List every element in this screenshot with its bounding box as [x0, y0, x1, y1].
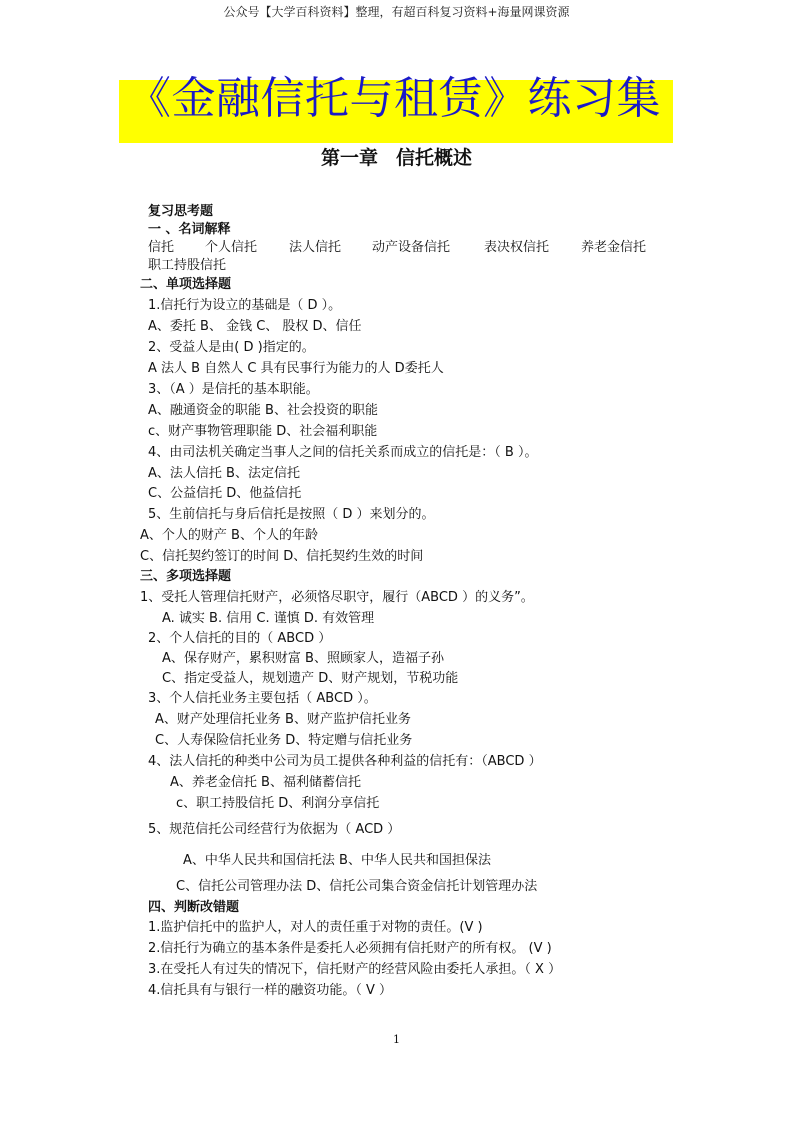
term: 动产设备信托 [372, 240, 451, 255]
section1-heading: 一 、名词解释 [148, 222, 231, 237]
section3-heading: 三、多项选择题 [140, 569, 232, 584]
option-line: C、信托公司管理办法 D、信托公司集合资金信托计划管理办法 [176, 879, 538, 894]
chapter-label: 第一章 [320, 147, 378, 169]
question-line: 1.信托行为设立的基础是（ D ）。 [148, 298, 342, 313]
section2-heading: 二、单项选择题 [140, 277, 232, 292]
option-line: C、指定受益人，规划遗产 D、财产规划，节税功能 [162, 671, 459, 686]
question-line: 5、规范信托公司经营行为依据为（ ACD ） [148, 822, 401, 837]
chapter-name: 信托概述 [396, 147, 473, 169]
term: 法人信托 [289, 240, 342, 255]
option-line: A、养老金信托 B、福利储蓄信托 [170, 775, 361, 790]
page-number: 1 [393, 1033, 400, 1046]
term: 表决权信托 [484, 240, 550, 255]
page-header: 公众号【大学百科资料】整理，有超百科复习资料+海量网课资源 [223, 5, 570, 19]
option-line: A、融通资金的职能 B、社会投资的职能 [148, 403, 378, 418]
option-line: A、财产处理信托业务 B、财产监护信托业务 [155, 712, 411, 727]
judgment-line: 4.信托具有与银行一样的融资功能。（ V ） [148, 983, 393, 998]
judgment-line: 3.在受托人有过失的情况下，信托财产的经营风险由委托人承担。（ X ） [148, 962, 562, 977]
question-line: 4、由司法机关确定当事人之间的信托关系而成立的信托是：（ B ）。 [148, 445, 538, 460]
question-line: 2、个人信托的目的（ ABCD ） [148, 631, 332, 646]
option-line: A、个人的财产 B、个人的年龄 [140, 528, 318, 543]
term: 养老金信托 [581, 240, 647, 255]
option-line: A、中华人民共和国信托法 B、中华人民共和国担保法 [183, 853, 491, 868]
option-line: C、人寿保险信托业务 D、特定赠与信托业务 [155, 733, 413, 748]
question-line: 3、个人信托业务主要包括（ ABCD ）。 [148, 691, 377, 706]
option-line: c、职工持股信托 D、利润分享信托 [176, 796, 380, 811]
section4-heading: 四、判断改错题 [148, 900, 240, 915]
term-line-2: 职工持股信托 [148, 258, 227, 273]
option-line: A. 诚实 B. 信用 C. 谨慎 D. 有效管理 [162, 611, 375, 626]
question-line: 2、受益人是由( D )指定的。 [148, 340, 315, 355]
option-line: c、财产事物管理职能 D、社会福利职能 [148, 424, 378, 439]
question-line: 3、（A ）是信托的基本职能。 [148, 382, 319, 397]
judgment-line: 2.信托行为确立的基本条件是委托人必须拥有信托财产的所有权。 (V ) [148, 941, 552, 956]
term: 个人信托 [205, 240, 258, 255]
option-line: A、委托 B、 金钱 C、 股权 D、信任 [148, 319, 362, 334]
judgment-line: 1.监护信托中的监护人，对人的责任重于对物的责任。(V ) [148, 920, 483, 935]
question-line: 4、法人信托的种类中公司为员工提供各种利益的信托有：（ABCD ） [148, 754, 542, 769]
review-heading: 复习思考题 [148, 204, 214, 219]
option-line: C、信托契约签订的时间 D、信托契约生效的时间 [140, 549, 424, 564]
option-line: A 法人 B 自然人 C 具有民事行为能力的人 D委托人 [148, 361, 444, 376]
question-line: 1、受托人管理信托财产，必须恪尽职守，履行（ABCD ）的义务”。 [140, 590, 534, 605]
term: 信托 [148, 240, 175, 255]
option-line: A、法人信托 B、法定信托 [148, 466, 300, 481]
option-line: A、保存财产，累积财富 B、照顾家人，造福子孙 [162, 651, 444, 666]
document-title: 《金融信托与租赁》练习集 [127, 73, 661, 124]
chapter-heading [0, 143, 793, 170]
question-line: 5、生前信托与身后信托是按照（ D ）来划分的。 [148, 507, 435, 522]
option-line: C、公益信托 D、他益信托 [148, 486, 302, 501]
